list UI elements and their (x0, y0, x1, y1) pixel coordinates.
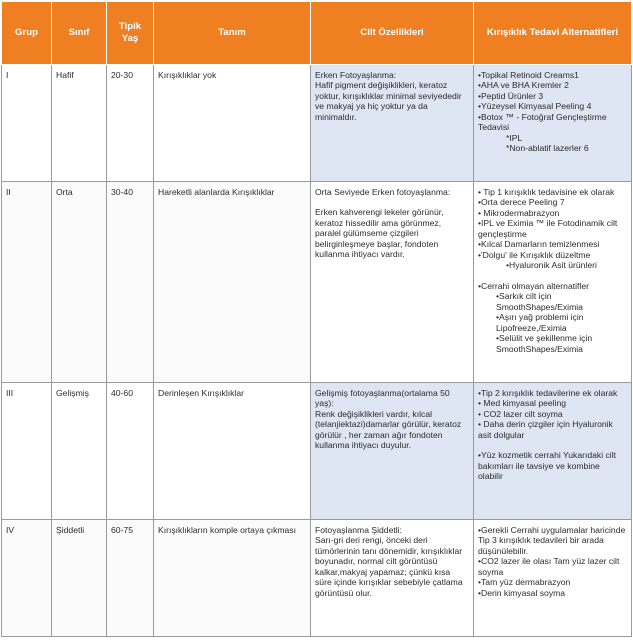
cilt-description: Renk değişiklikleri vardır, kılcal (telanjiektazi)damarlar görülür, keratoz görülür , her zaman ağır fondoten kullanma ihtiyacı duyulur. (315, 408, 462, 451)
cell-tedavi (474, 520, 632, 637)
cell-sinif: Orta (52, 182, 107, 383)
cell-tedavi (474, 65, 632, 182)
header-tipik-yas: Tipik Yaş (107, 2, 154, 65)
cilt-title: Gelişmiş fotoyaşlanma(ortalama 50 yaş): (315, 388, 450, 409)
tedavi-item: •Yüz kozmetik cerrahi Yukarıdaki cilt bakımları ile tavsiye ve kombine olabilir (478, 450, 617, 482)
cilt-description: Erken kahverengi lekeler görünür, keratoz hissedilir ama görünmez, paralel gülümseme çizgileri belirginleşmeye başlar, fondoten kullanma ihtiyacı vardır. (315, 207, 444, 260)
tedavi-subitem: •Aşırı yağ problemi için Lipofreeze,/Eximia (496, 312, 584, 333)
tedavi-item: •Botox ™ - Fotoğraf Gençleştirme Tedavisi (478, 111, 607, 133)
cell-tanim: Hareketli alanlarda Kırışıklıklar (154, 182, 311, 383)
cell-grup: II (2, 182, 52, 383)
tedavi-item: •CO2 lazer ile olası Tam yüz lazer cilt soyma (478, 556, 620, 577)
cell-cilt (311, 182, 474, 383)
table-row (2, 65, 632, 182)
table-row (2, 383, 632, 520)
tedavi-item: •Gerekli Cerrahi uygulamalar haricinde Tip 3 kırışıklık tedavileri bir arada düşünülebilir. (478, 525, 626, 556)
cell-grup: IV (2, 520, 52, 637)
cell-tanim: Kırışıklıkların komple ortaya çıkması (154, 520, 311, 637)
cell-grup: III (2, 383, 52, 520)
tedavi-subitem: •Sarkık cilt için SmoothShapes/Eximia (496, 291, 583, 312)
cell-tedavi (474, 182, 632, 383)
tedavi-item: •Derin kimyasal soyma (478, 587, 566, 598)
tedavi-subitem: *Non-ablatif lazerler 6 (506, 143, 589, 154)
tedavi-item: •Orta derece Peeling 7 (478, 197, 565, 208)
tedavi-item: •'Dolgu' ile Kırışıklık düzeltme (478, 249, 591, 260)
cell-tanim: Derinleşen Kırışıklıklar (154, 383, 311, 520)
cell-tanim: Kırışıklıklar yok (154, 65, 311, 182)
tedavi-item: • CO2 lazer cilt soyma (478, 408, 563, 419)
table-row (2, 520, 632, 637)
cell-cilt (311, 383, 474, 520)
cell-yas: 60-75 (107, 520, 154, 637)
cilt-description: Sarı-gri deri rengi, önceki deri tümörlerinin tanı dönemidir, kırışıklıklar boyunadır, normal cilt görüntüsü kalkar,makyaj yapamaz; çünkü kısa süre içinde kırışıklar sebebiyle çatlama görüntüsü olur. (315, 535, 463, 598)
cell-yas: 40-60 (107, 383, 154, 520)
table-row (2, 182, 632, 383)
cilt-title: Erken Fotoyaşlanma: (315, 70, 397, 80)
tedavi-item: •Tip 2 kırışıklık tedavilerine ek olarak (478, 388, 618, 398)
tedavi-subitem: *IPL (506, 132, 523, 143)
cell-yas: 20-30 (107, 65, 154, 182)
tedavi-item: • Mikrodermabrazyon (478, 207, 560, 218)
cell-cilt (311, 65, 474, 182)
tedavi-item: •Cerrahi olmayan alternatifler (478, 280, 589, 291)
header-grup: Grup (2, 2, 52, 65)
tedavi-item: •Peptid Ürünler 3 (478, 90, 544, 101)
header-tanim: Tanım (154, 2, 311, 65)
cilt-title: Fotoyaşlanma Şiddetli: (315, 525, 402, 535)
glogau-classification-table (1, 1, 632, 637)
cell-sinif: Gelişmiş (52, 383, 107, 520)
header-sinif: Sınıf (52, 2, 107, 65)
tedavi-item: •Yüzeysel Kimyasal Peeling 4 (478, 101, 592, 112)
tedavi-item: •AHA ve BHA Kremler 2 (478, 80, 569, 91)
cilt-description: Hafif pigment değişiklikleri, keratoz yoktur, kırışıklıklar minimal seviyededir ve makyaj ya hiç yoktur ya da minimaldır. (315, 80, 462, 122)
tedavi-item: • Med kimyasal peeling (478, 398, 567, 409)
header-row (2, 2, 632, 65)
tedavi-item: •Kılcal Damarların temizlenmesi (478, 239, 600, 250)
cell-sinif: Şiddetli (52, 520, 107, 637)
tedavi-item: •IPL ve Eximia ™ ile Fotodinamik cilt gençleştirme (478, 218, 618, 239)
cell-grup: I (2, 65, 52, 182)
tedavi-item: • Daha derin çizgiler için Hyaluronik asit dolgular (478, 419, 613, 440)
header-cilt: Cilt Özellikleri (311, 2, 474, 65)
cell-tedavi (474, 383, 632, 520)
tedavi-subitem: •Hyaluronik Asit ürünleri (506, 260, 597, 271)
tedavi-subitem: •Selülit ve şekillenme için SmoothShapes/Eximia (496, 333, 593, 354)
tedavi-item: •Tam yüz dermabrazyon (478, 577, 571, 588)
tedavi-item: •Topikal Retinoid Creams1 (478, 70, 579, 80)
header-tedavi: Kırışıklık Tedavi Alternatifleri (474, 2, 632, 65)
cell-cilt (311, 520, 474, 637)
tedavi-item: • Tip 1 kırışıklık tedavisine ek olarak (478, 187, 615, 197)
cell-yas: 30-40 (107, 182, 154, 383)
cell-sinif: Hafif (52, 65, 107, 182)
cilt-title: Orta Seviyede Erken fotoyaşlanma: (315, 187, 451, 197)
